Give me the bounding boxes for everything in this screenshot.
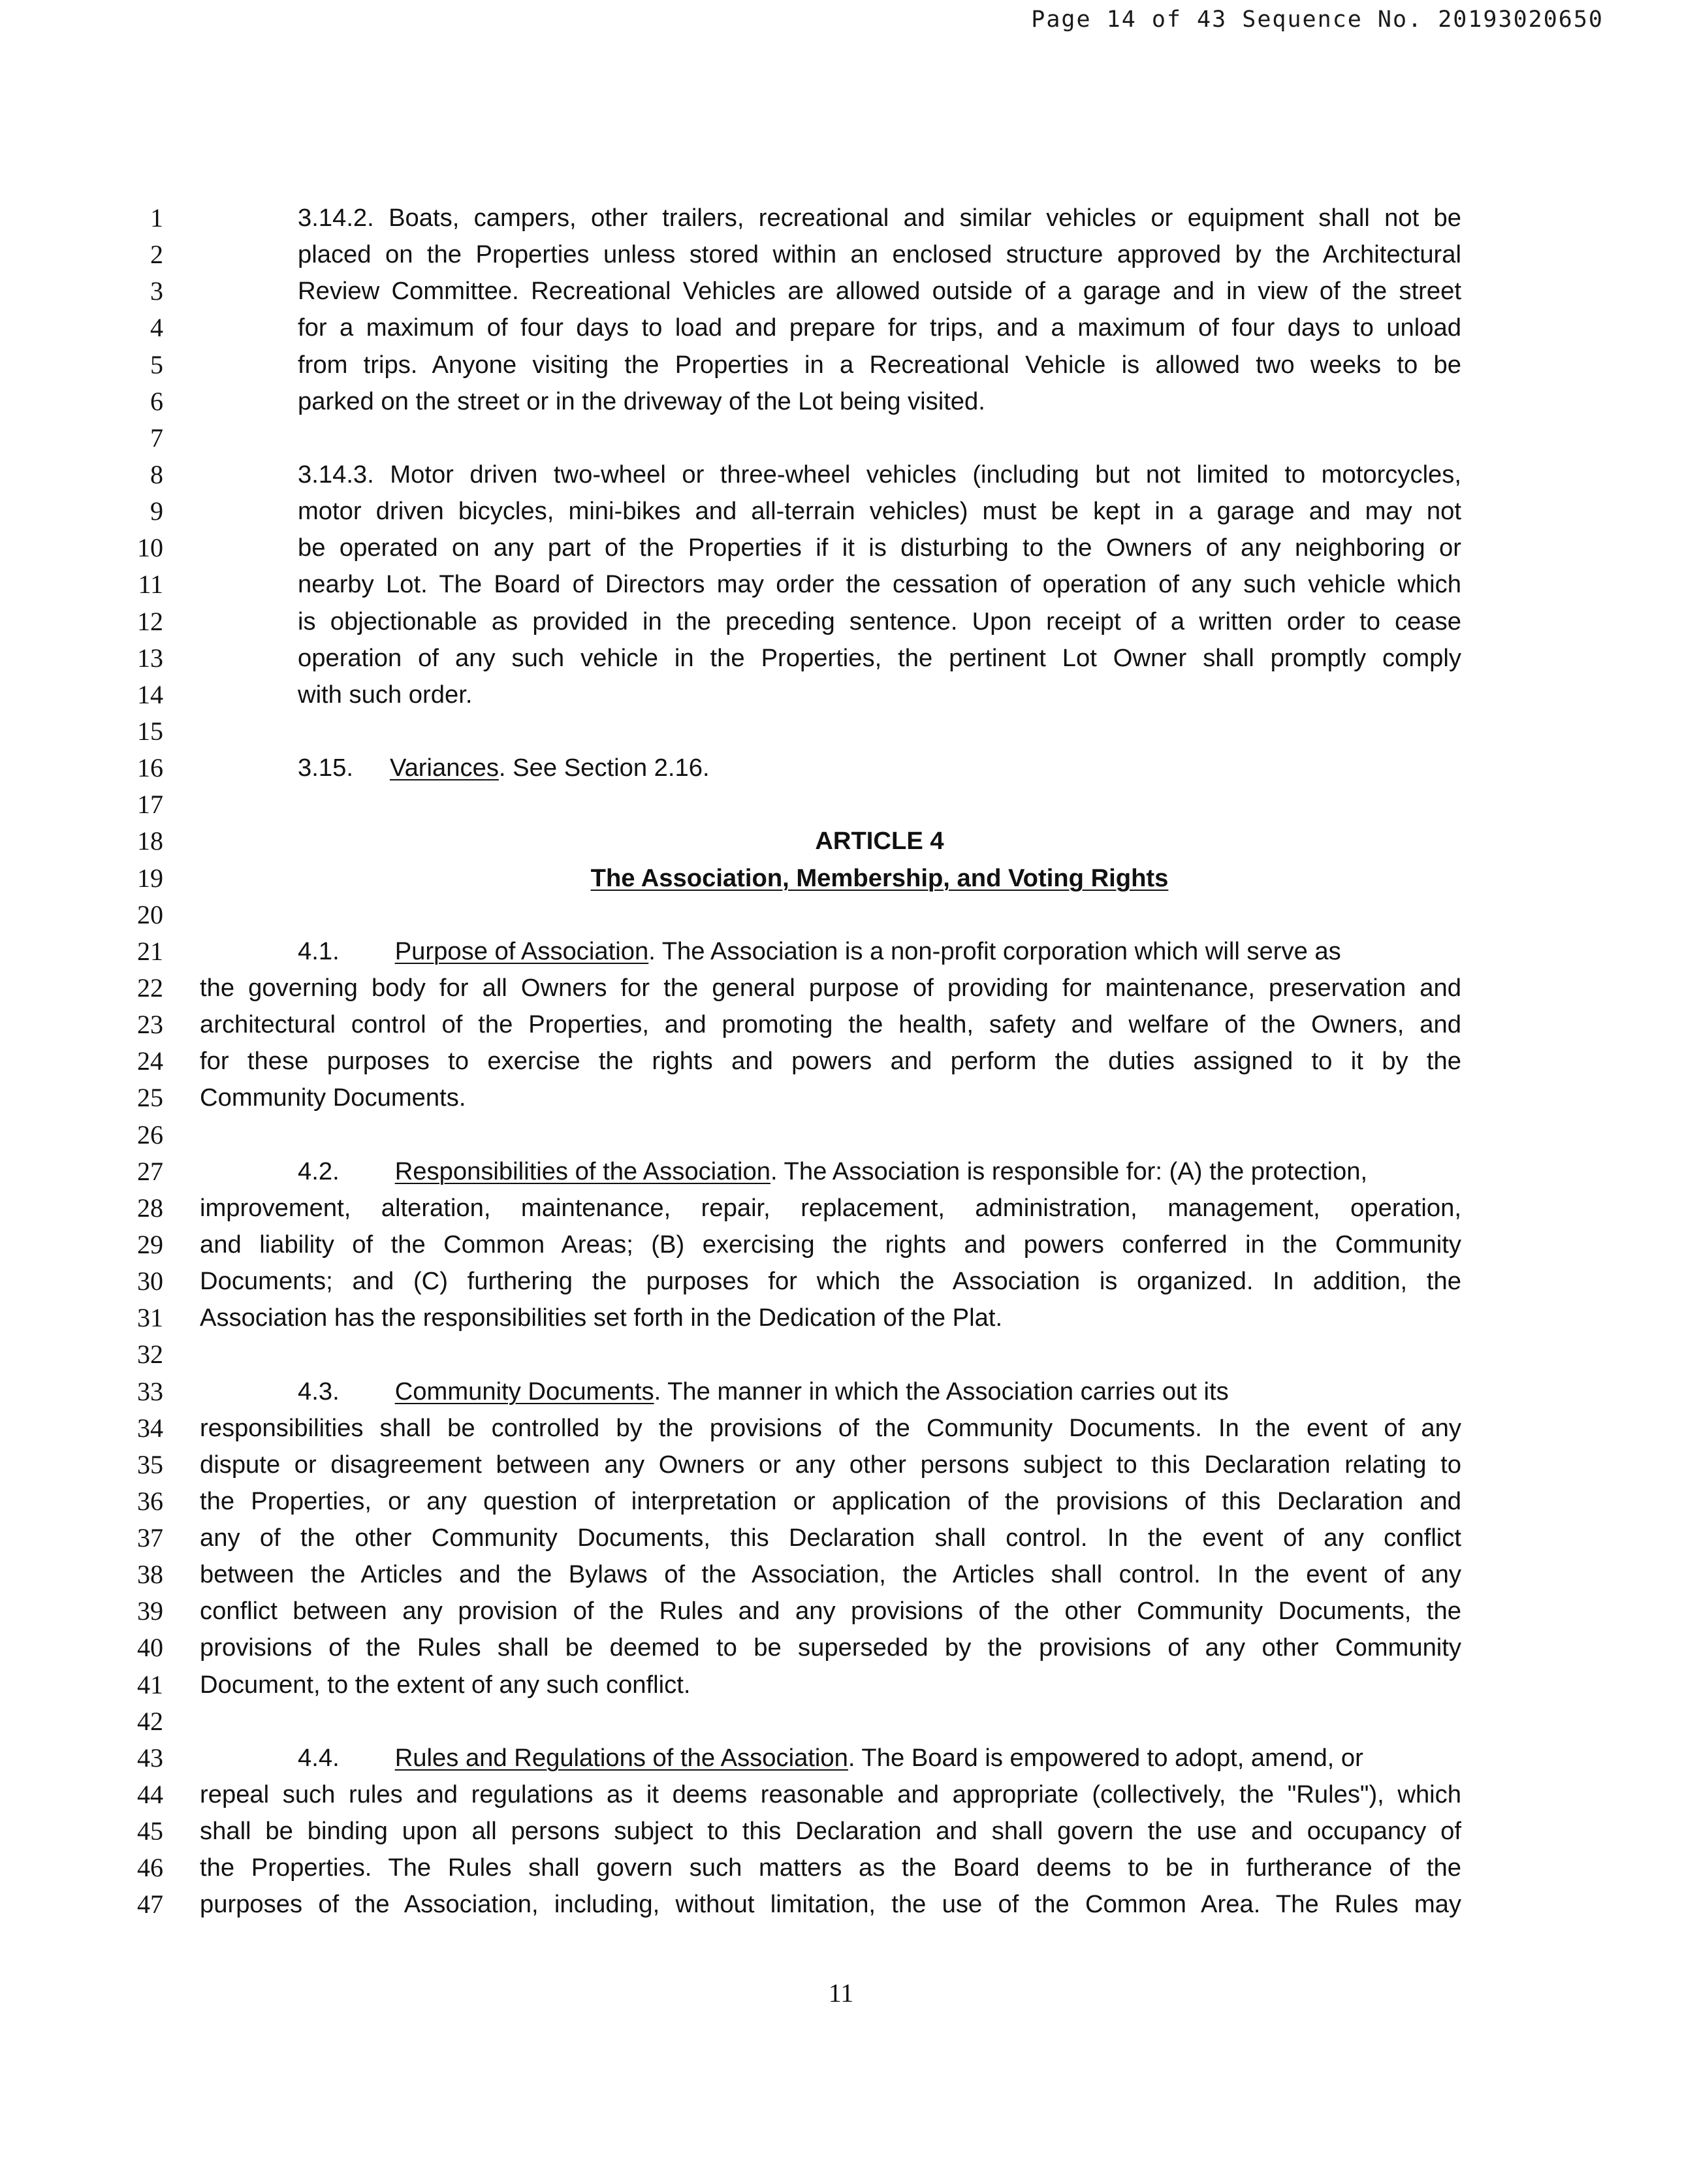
- line-number: 13: [137, 643, 163, 673]
- line-number: 15: [137, 716, 163, 746]
- line-number: 26: [137, 1119, 163, 1149]
- line-number: 42: [137, 1706, 163, 1736]
- line-number: 46: [137, 1853, 163, 1883]
- line-number: 19: [137, 863, 163, 893]
- line-number: 29: [137, 1229, 163, 1259]
- text-line: the Properties. The Rules shall govern such matters as the Board deems to be in furtherance of the: [200, 1854, 1461, 1882]
- line-number: 21: [137, 936, 163, 966]
- section-title: Purpose of Association: [394, 937, 649, 965]
- line-number: 7: [150, 423, 163, 453]
- line-number: 22: [137, 972, 163, 1003]
- blank-line: [200, 420, 1461, 457]
- text-line: with such order.: [298, 680, 473, 709]
- page-number: 11: [828, 1978, 854, 2008]
- text-line: architectural control of the Properties, and promoting the health, safety and welfare of the Owners, and: [200, 1010, 1461, 1039]
- line-number: 4: [150, 313, 163, 343]
- document-body: [200, 200, 1461, 1923]
- line-number: 40: [137, 1633, 163, 1663]
- section-3-15: [200, 750, 1461, 786]
- line-number: 35: [137, 1449, 163, 1479]
- section-number: 4.1.: [298, 937, 340, 965]
- section-first-line: 4.3. Community Documents. The manner in which the Association carries out its: [298, 1377, 1229, 1405]
- line-number: 25: [137, 1083, 163, 1113]
- text-line: purposes of the Association, including, without limitation, the use of the Common Area. The Rules may: [200, 1890, 1461, 1919]
- text-line: 3.14.3. Motor driven two-wheel or three-wheel vehicles (including but not limited to motorcycles,: [298, 460, 1461, 489]
- text-line: repeal such rules and regulations as it deems reasonable and appropriate (collectively, the "Rules"), which: [200, 1780, 1461, 1809]
- line-number: 41: [137, 1669, 163, 1699]
- page-sequence-header: Page 14 of 43 Sequence No. 20193020650: [1031, 7, 1604, 33]
- line-number: 10: [137, 533, 163, 563]
- line-number: 27: [137, 1156, 163, 1186]
- blank-line: [200, 1336, 1461, 1373]
- text-line: the Properties, or any question of interpretation or application of the provisions of this Declaration and: [200, 1486, 1461, 1515]
- line-number: 20: [137, 899, 163, 929]
- text-line: parked on the street or in the driveway of the Lot being visited.: [298, 387, 985, 415]
- text-line: for these purposes to exercise the rights and powers and perform the duties assigned to it by the: [200, 1047, 1461, 1076]
- article-heading: ARTICLE 4: [815, 827, 944, 856]
- section-3-14-2: [200, 200, 1461, 420]
- text-line: conflict between any provision of the Rules and any provisions of the other Community Documents, the: [200, 1597, 1461, 1626]
- line-number: 18: [137, 826, 163, 856]
- section-title: Responsibilities of the Association: [394, 1157, 770, 1185]
- blank-line: [200, 1117, 1461, 1153]
- line-number: 39: [137, 1596, 163, 1626]
- section-3-14-3: [200, 457, 1461, 713]
- section-first-line: 4.4. Rules and Regulations of the Association. The Board is empowered to adopt, amend, or: [298, 1743, 1363, 1772]
- text-line: Documents; and (C) furthering the purposes for which the Association is organized. In addition, the: [200, 1267, 1461, 1296]
- line-number: 14: [137, 679, 163, 709]
- text-line: Document, to the extent of any such conflict.: [200, 1670, 691, 1699]
- section-number: 4.3.: [298, 1377, 340, 1405]
- line-number: 17: [137, 790, 163, 820]
- line-number: 2: [150, 240, 163, 270]
- blank-line: [200, 897, 1461, 933]
- text-line: the governing body for all Owners for the general purpose of providing for maintenance, preservation and: [200, 973, 1461, 1002]
- section-text: . See Section 2.16.: [498, 754, 710, 782]
- blank-line: [200, 1703, 1461, 1740]
- text-line: and liability of the Common Areas; (B) exercising the rights and powers conferred in the Community: [200, 1230, 1461, 1259]
- text-line: nearby Lot. The Board of Directors may order the cessation of operation of any such vehicle which: [298, 570, 1461, 599]
- text-line: provisions of the Rules shall be deemed to be superseded by the provisions of any other Community: [200, 1633, 1461, 1662]
- section-4-2: [200, 1153, 1461, 1337]
- text-line: operation of any such vehicle in the Properties, the pertinent Lot Owner shall promptly comply: [298, 643, 1461, 672]
- text-line: from trips. Anyone visiting the Properties in a Recreational Vehicle is allowed two weeks to be: [298, 350, 1461, 379]
- section-title: Variances: [389, 754, 499, 782]
- section-4-1: [200, 933, 1461, 1117]
- section-4-4: [200, 1740, 1461, 1923]
- text-line: placed on the Properties unless stored within an enclosed structure approved by the Architectural: [298, 240, 1461, 269]
- line-number: 23: [137, 1010, 163, 1040]
- text-line: shall be binding upon all persons subject to this Declaration and shall govern the use and occupancy of: [200, 1817, 1461, 1846]
- article-subheading: The Association, Membership, and Voting Rights: [590, 863, 1169, 892]
- line-number: 24: [137, 1046, 163, 1076]
- line-number: 30: [137, 1266, 163, 1296]
- line-number: 34: [137, 1413, 163, 1443]
- line-number: 31: [137, 1303, 163, 1333]
- line-number: 6: [150, 386, 163, 416]
- text-line: is objectionable as provided in the preceding sentence. Upon receipt of a written order to cease: [298, 607, 1461, 635]
- section-number: 4.2.: [298, 1157, 340, 1185]
- line-number: 8: [150, 459, 163, 489]
- section-title: Rules and Regulations of the Association: [394, 1743, 848, 1772]
- line-number: 5: [150, 349, 163, 379]
- line-number: 33: [137, 1376, 163, 1406]
- line-number: 28: [137, 1193, 163, 1223]
- section-number: 3.15.: [298, 754, 353, 782]
- line-number: 47: [137, 1889, 163, 1919]
- line-number: 9: [150, 496, 163, 526]
- line-number: 3: [150, 276, 163, 306]
- text-line: improvement, alteration, maintenance, repair, replacement, administration, management, operation,: [200, 1193, 1461, 1222]
- line-number: 1: [150, 203, 163, 233]
- line-number: 45: [137, 1816, 163, 1846]
- text-line: Association has the responsibilities set forth in the Dedication of the Plat.: [200, 1304, 1003, 1332]
- blank-line: [200, 713, 1461, 750]
- line-number-column: [111, 200, 163, 1923]
- line-number: 43: [137, 1742, 163, 1773]
- line-number: 44: [137, 1780, 163, 1810]
- section-number: 4.4.: [298, 1743, 340, 1772]
- text-line: dispute or disagreement between any Owners or any other persons subject to this Declaration relating to: [200, 1450, 1461, 1479]
- line-number: 16: [137, 753, 163, 783]
- text-line: any of the other Community Documents, this Declaration shall control. In the event of any conflict: [200, 1524, 1461, 1552]
- line-number: 36: [137, 1486, 163, 1516]
- line-number: 38: [137, 1560, 163, 1590]
- text-line: be operated on any part of the Properties if it is disturbing to the Owners of any neighboring or: [298, 534, 1461, 562]
- blank-line: [200, 786, 1461, 823]
- text-line: between the Articles and the Bylaws of the Association, the Articles shall control. In the event of any: [200, 1560, 1461, 1589]
- section-title: Community Documents: [394, 1377, 654, 1405]
- section-first-line: 4.1. Purpose of Association. The Association is a non-profit corporation which will serve as: [298, 937, 1341, 965]
- line-number: 12: [137, 606, 163, 636]
- text-line: for a maximum of four days to load and prepare for trips, and a maximum of four days to unload: [298, 313, 1461, 342]
- text-line: Community Documents.: [200, 1084, 466, 1112]
- section-4-3: [200, 1373, 1461, 1703]
- line-number: 11: [138, 570, 163, 600]
- line-number: 37: [137, 1523, 163, 1553]
- text-line: responsibilities shall be controlled by the provisions of the Community Documents. In the event of any: [200, 1413, 1461, 1442]
- text-line: Review Committee. Recreational Vehicles are allowed outside of a garage and in view of the street: [298, 277, 1461, 306]
- section-first-line: 4.2. Responsibilities of the Association. The Association is responsible for: (A) the protection,: [298, 1157, 1368, 1185]
- text-line: 3.14.2. Boats, campers, other trailers, recreational and similar vehicles or equipment shall not be: [298, 204, 1461, 232]
- line-number: 32: [137, 1340, 163, 1370]
- text-line: motor driven bicycles, mini-bikes and all-terrain vehicles) must be kept in a garage and may not: [298, 497, 1461, 526]
